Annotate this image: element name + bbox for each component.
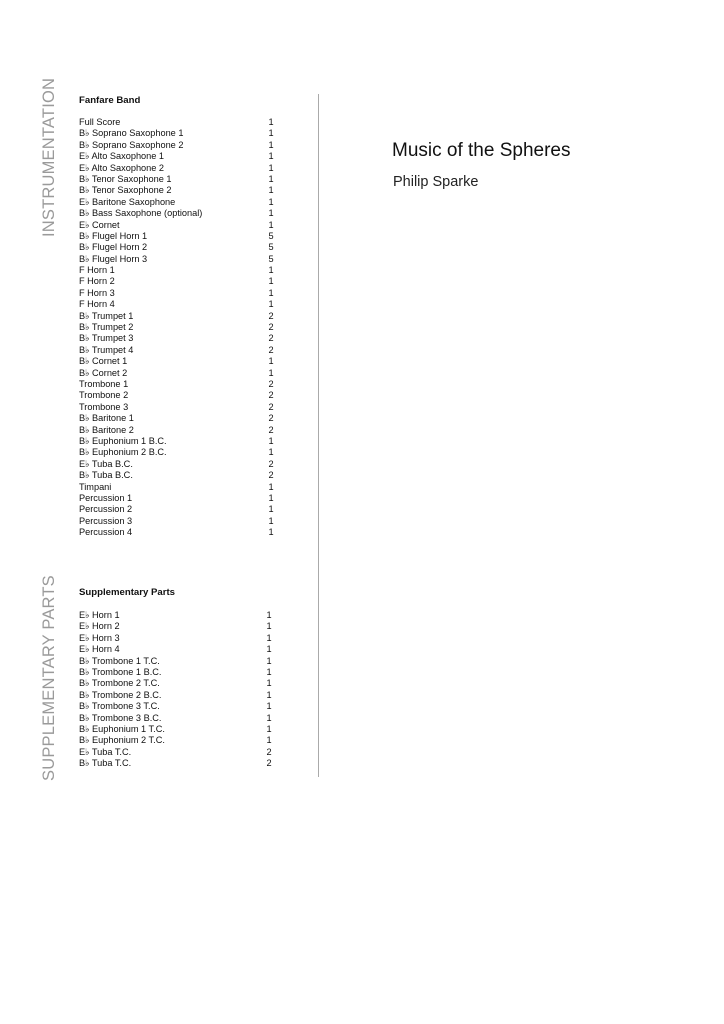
part-name: B♭ Euphonium 1 B.C. <box>79 435 167 446</box>
part-row <box>79 208 279 219</box>
part-name: B♭ Trumpet 1 <box>79 310 134 321</box>
part-quantity: 2 <box>268 344 274 355</box>
part-quantity: 1 <box>266 666 272 677</box>
part-row <box>79 174 279 185</box>
part-row <box>79 644 279 655</box>
part-row <box>79 656 279 667</box>
part-name: F Horn 3 <box>79 287 115 298</box>
part-quantity: 1 <box>266 644 272 655</box>
part-quantity: 1 <box>266 632 272 643</box>
part-row <box>79 242 279 253</box>
part-name: B♭ Euphonium 2 T.C. <box>79 735 165 746</box>
part-name: E♭ Horn 4 <box>79 644 120 655</box>
part-quantity: 2 <box>268 424 274 435</box>
supplementary-parts-heading: Supplementary Parts <box>79 587 175 598</box>
part-row <box>79 299 279 310</box>
part-name: Percussion 4 <box>79 527 133 538</box>
part-quantity: 1 <box>266 712 272 723</box>
part-quantity: 1 <box>268 356 274 367</box>
part-row <box>79 504 279 515</box>
part-name: Full Score <box>79 117 121 127</box>
piece-title: Music of the Spheres <box>392 140 571 161</box>
part-row <box>79 220 279 231</box>
part-row <box>79 621 279 632</box>
part-name: E♭ Horn 3 <box>79 632 120 643</box>
part-row <box>79 678 279 689</box>
part-name: B♭ Baritone 1 <box>79 413 134 424</box>
part-row <box>79 197 279 208</box>
part-row <box>79 633 279 644</box>
part-quantity: 1 <box>268 162 274 173</box>
part-row <box>79 185 279 196</box>
part-quantity: 1 <box>268 196 274 207</box>
part-row <box>79 425 279 436</box>
part-row <box>79 610 279 621</box>
part-name: B♭ Euphonium 2 B.C. <box>79 447 167 458</box>
part-row <box>79 117 279 128</box>
part-quantity: 1 <box>268 492 274 503</box>
part-quantity: 2 <box>268 333 274 344</box>
fanfare-parts-list <box>79 117 279 538</box>
part-quantity: 1 <box>268 435 274 446</box>
part-quantity: 1 <box>268 173 274 184</box>
part-quantity: 1 <box>266 701 272 712</box>
part-name: B♭ Bass Saxophone (optional) <box>79 208 203 219</box>
part-row <box>79 735 279 746</box>
part-name: F Horn 2 <box>79 276 115 287</box>
part-row <box>79 379 279 390</box>
part-row <box>79 690 279 701</box>
part-name: B♭ Tenor Saxophone 2 <box>79 185 172 196</box>
part-name: Trombone 3 <box>79 401 129 412</box>
part-name: E♭ Tuba B.C. <box>79 458 133 469</box>
part-name: B♭ Trombone 3 T.C. <box>79 701 160 712</box>
part-name: Trombone 1 <box>79 378 129 389</box>
part-name: B♭ Flugel Horn 3 <box>79 253 148 264</box>
part-name: Timpani <box>79 481 112 492</box>
part-name: B♭ Trombone 2 T.C. <box>79 678 160 689</box>
part-row <box>79 254 279 265</box>
part-name: F Horn 4 <box>79 299 115 310</box>
part-row <box>79 402 279 413</box>
part-quantity: 1 <box>268 265 274 276</box>
composer-name: Philip Sparke <box>393 174 479 190</box>
part-quantity: 1 <box>268 481 274 492</box>
part-quantity: 1 <box>268 276 274 287</box>
part-quantity: 2 <box>266 746 272 757</box>
part-name: B♭ Trombone 3 B.C. <box>79 712 162 723</box>
part-name: E♭ Baritone Saxophone <box>79 196 176 207</box>
part-name: Percussion 1 <box>79 492 133 503</box>
part-row <box>79 276 279 287</box>
part-quantity: 1 <box>266 610 272 620</box>
part-row <box>79 493 279 504</box>
part-quantity: 1 <box>268 117 274 127</box>
part-row <box>79 231 279 242</box>
part-row <box>79 413 279 424</box>
part-row <box>79 288 279 299</box>
part-name: B♭ Tuba T.C. <box>79 758 132 769</box>
part-name: E♭ Alto Saxophone 1 <box>79 151 165 162</box>
part-quantity: 1 <box>266 689 272 700</box>
part-row <box>79 516 279 527</box>
part-quantity: 1 <box>268 219 274 230</box>
part-name: B♭ Trombone 1 T.C. <box>79 655 160 666</box>
part-quantity: 1 <box>268 151 274 162</box>
part-quantity: 1 <box>268 504 274 515</box>
part-name: B♭ Soprano Saxophone 1 <box>79 128 184 139</box>
part-row <box>79 151 279 162</box>
part-quantity: 1 <box>266 655 272 666</box>
part-quantity: 2 <box>268 458 274 469</box>
part-row <box>79 356 279 367</box>
part-quantity: 1 <box>268 128 274 139</box>
part-name: B♭ Trumpet 4 <box>79 344 134 355</box>
part-name: B♭ Flugel Horn 2 <box>79 242 148 253</box>
part-quantity: 5 <box>268 242 274 253</box>
part-name: B♭ Trumpet 3 <box>79 333 134 344</box>
part-quantity: 2 <box>268 378 274 389</box>
part-quantity: 1 <box>268 287 274 298</box>
part-name: B♭ Cornet 2 <box>79 367 128 378</box>
part-row <box>79 265 279 276</box>
part-row <box>79 527 279 538</box>
part-quantity: 2 <box>268 470 274 481</box>
supplementary-parts-list <box>79 610 279 769</box>
part-name: B♭ Trombone 2 B.C. <box>79 689 162 700</box>
part-name: E♭ Tuba T.C. <box>79 746 132 757</box>
part-quantity: 1 <box>268 185 274 196</box>
vertical-divider <box>318 94 319 777</box>
part-quantity: 1 <box>268 367 274 378</box>
part-row <box>79 368 279 379</box>
instrumentation-side-label: INSTRUMENTATION <box>40 77 58 237</box>
part-quantity: 1 <box>266 621 272 632</box>
fanfare-band-heading: Fanfare Band <box>79 95 141 106</box>
part-row <box>79 758 279 769</box>
part-row <box>79 667 279 678</box>
part-name: E♭ Alto Saxophone 2 <box>79 162 165 173</box>
part-name: B♭ Trombone 1 B.C. <box>79 666 162 677</box>
part-quantity: 2 <box>268 310 274 321</box>
part-quantity: 1 <box>266 723 272 734</box>
part-name: B♭ Tuba B.C. <box>79 470 133 481</box>
part-quantity: 2 <box>266 758 272 769</box>
part-row <box>79 322 279 333</box>
part-quantity: 1 <box>266 735 272 746</box>
part-quantity: 2 <box>268 401 274 412</box>
part-quantity: 1 <box>268 447 274 458</box>
part-row <box>79 447 279 458</box>
part-row <box>79 333 279 344</box>
part-name: B♭ Cornet 1 <box>79 356 128 367</box>
part-row <box>79 390 279 401</box>
part-name: B♭ Tenor Saxophone 1 <box>79 173 172 184</box>
part-row <box>79 724 279 735</box>
part-row <box>79 311 279 322</box>
part-row <box>79 140 279 151</box>
part-row <box>79 713 279 724</box>
part-row <box>79 345 279 356</box>
supplementary-parts-side-label: SUPPLEMENTARY PARTS <box>40 575 58 781</box>
part-row <box>79 701 279 712</box>
part-row <box>79 747 279 758</box>
part-name: E♭ Horn 1 <box>79 610 120 620</box>
part-row <box>79 482 279 493</box>
part-quantity: 1 <box>268 208 274 219</box>
part-quantity: 1 <box>268 527 274 538</box>
part-row <box>79 459 279 470</box>
part-name: B♭ Flugel Horn 1 <box>79 230 148 241</box>
part-name: Percussion 2 <box>79 504 133 515</box>
part-name: Percussion 3 <box>79 515 133 526</box>
part-name: E♭ Horn 2 <box>79 621 120 632</box>
part-name: F Horn 1 <box>79 265 115 276</box>
part-quantity: 5 <box>268 230 274 241</box>
part-quantity: 2 <box>268 322 274 333</box>
part-quantity: 5 <box>268 253 274 264</box>
part-quantity: 1 <box>266 678 272 689</box>
part-quantity: 1 <box>268 139 274 150</box>
part-row <box>79 436 279 447</box>
part-row <box>79 163 279 174</box>
part-row <box>79 128 279 139</box>
part-row <box>79 470 279 481</box>
part-quantity: 1 <box>268 299 274 310</box>
part-name: B♭ Soprano Saxophone 2 <box>79 139 184 150</box>
part-name: E♭ Cornet <box>79 219 120 230</box>
part-name: Trombone 2 <box>79 390 129 401</box>
part-name: B♭ Trumpet 2 <box>79 322 134 333</box>
part-quantity: 2 <box>268 390 274 401</box>
part-name: B♭ Euphonium 1 T.C. <box>79 723 165 734</box>
part-quantity: 1 <box>268 515 274 526</box>
part-name: B♭ Baritone 2 <box>79 424 134 435</box>
part-quantity: 2 <box>268 413 274 424</box>
